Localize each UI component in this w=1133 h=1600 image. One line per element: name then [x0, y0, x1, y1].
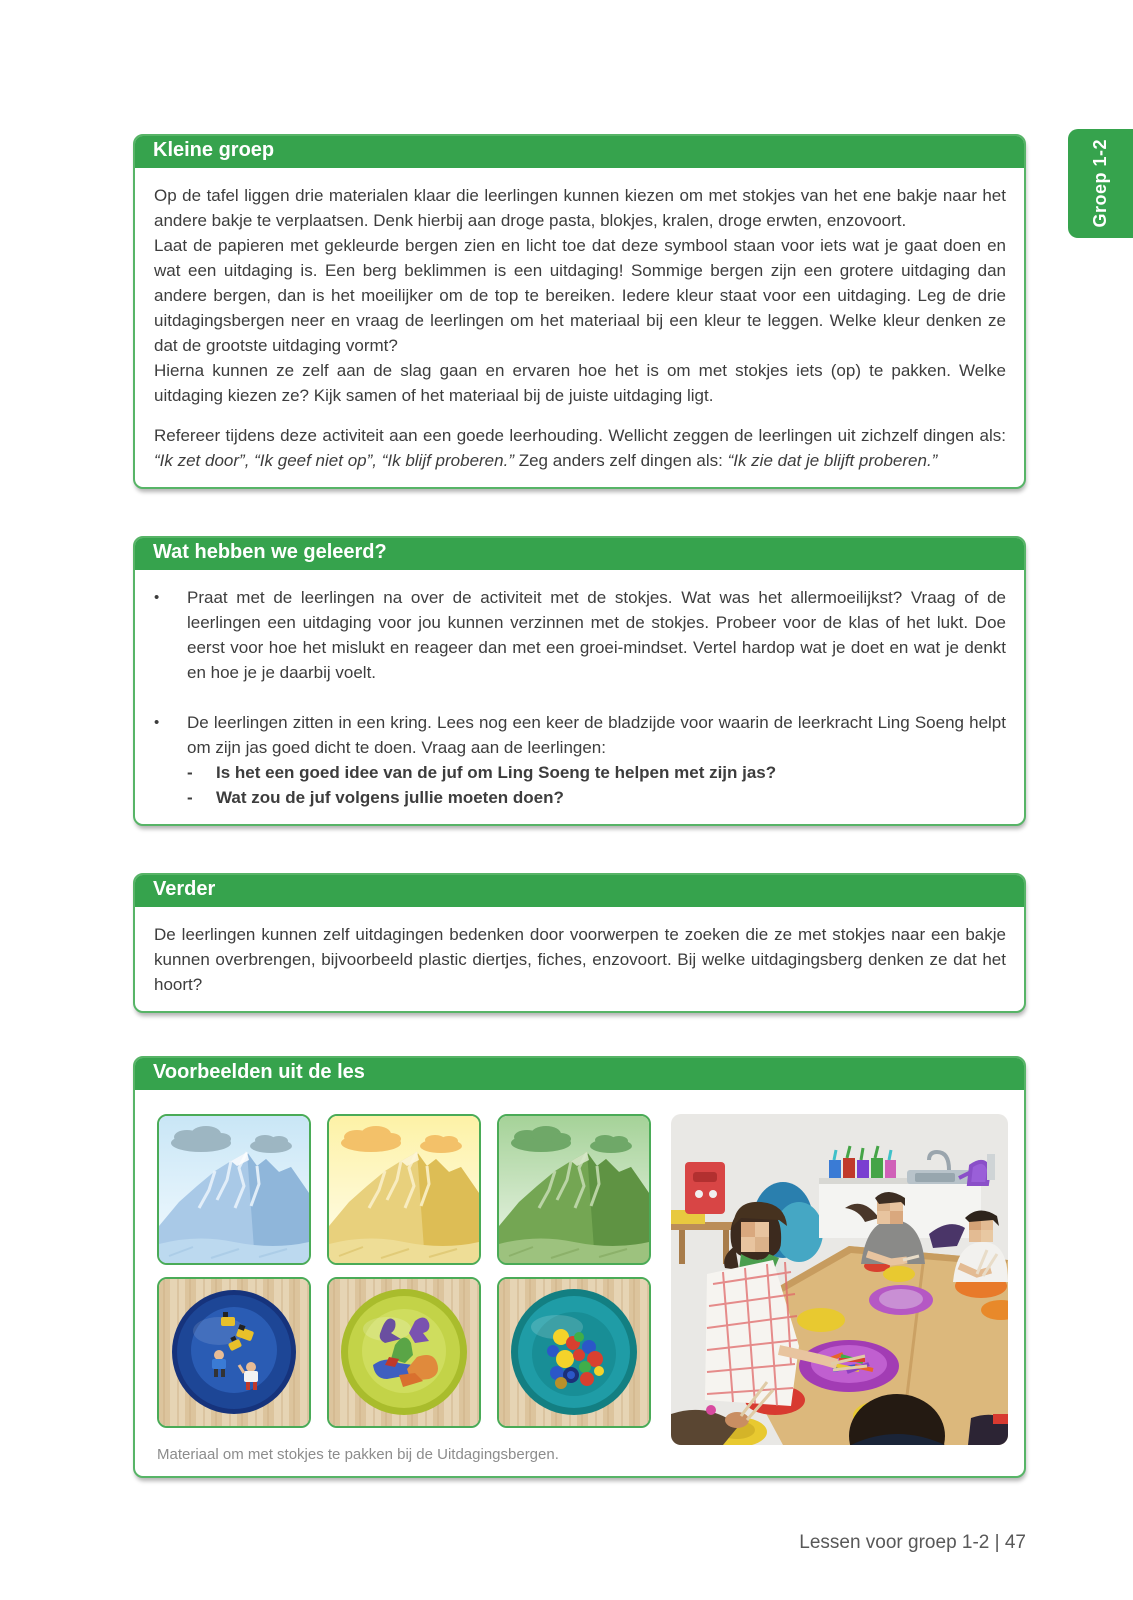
paragraph-quotes: Refereer tijdens deze activiteit aan een goede leerhouding. Wellicht zeggen de leerlingen uit zichzelf dingen als: “Ik zet door”, “Ik geef niet op”, “Ik blijf proberen.” Zeg anders zelf dingen als: “Ik zie dat je blijft proberen.”: [154, 426, 1006, 470]
classroom-activity-photo: [671, 1114, 1008, 1445]
paragraph: Laat de papieren met gekleurde bergen zien en licht toe dat deze symbool staan voor iets wat je gaat doen en wat een uitdaging is. Een berg beklimmen is een uitdaging! Sommige bergen zijn een grotere uitdaging dan andere bergen, dan is het moeilijker om de top te bereiken. Iedere kleur staat voor een uitdaging. Leg de drie uitdagingsbergen neer en vraag de leerlingen om het materiaal bij een kleur te leggen. Welke kleur denken ze dat de grootste uitdaging vormt?: [154, 236, 1006, 355]
bullet-icon: •: [154, 589, 160, 606]
lime-bowl-with-dinosaurs-photo: [327, 1277, 481, 1428]
blue-mountain-illustration: [159, 1116, 309, 1263]
blue-mountain-card-image: [157, 1114, 311, 1265]
paragraph: Hierna kunnen ze zelf aan de slag gaan en ervaren hoe het is om met stokjes iets (op) te pakken. Welke uitdaging kiezen ze? Kijk samen of het materiaal bij de juiste uitdaging ligt.: [154, 361, 1006, 405]
page-footer: Lessen voor groep 1-2 | 47: [799, 1532, 1026, 1553]
section-kleine-groep: [133, 134, 1026, 489]
yellow-mountain-illustration: [329, 1116, 479, 1263]
section-kleine-groep-title: Kleine groep: [134, 135, 1025, 168]
bullet-text-main: De leerlingen zitten in een kring. Lees nog een keer de bladzijde voor waarin de leerkracht Ling Soeng helpt om zijn jas goed dicht te doen. Vraag aan de leerlingen:: [187, 713, 1006, 757]
example-cards-grid: [157, 1114, 651, 1440]
bullet-item: [154, 585, 1006, 685]
bullet-text: Praat met de leerlingen na over de activiteit met de stokjes. Wat was het allermoeilijkst? Vraag of de leerlingen een uitdaging voor jou kunnen verzinnen met de stokjes. Probeer voor de klas of het lukt. Doe eerst voor hoe het mislukt en reageer dan met een groei-mindset. Vertel hardop wat je doet en wat je denkt en hoe je je daarbij voelt.: [187, 588, 1006, 682]
image-caption: Materiaal om met stokjes te pakken bij de Uitdagingsbergen.: [157, 1446, 559, 1463]
dash-icon: -: [187, 788, 193, 807]
section-wat-hebben-we-geleerd-body: [135, 570, 1024, 824]
paragraph: Op de tafel liggen drie materialen klaar die leerlingen kunnen kiezen om met stokjes van het ene bakje naar het andere bakje te verplaatsen. Denk hierbij aan droge pasta, blokjes, kralen, droge erwten, enzovoort.: [154, 186, 1006, 230]
section-voorbeelden-body: [135, 1090, 1024, 1476]
bullet-icon: •: [154, 714, 160, 731]
section-voorbeelden: [133, 1056, 1026, 1478]
section-wat-hebben-we-geleerd: [133, 536, 1026, 826]
section-wat-hebben-we-geleerd-title: Wat hebben we geleerd?: [134, 537, 1025, 570]
yellow-mountain-card-image: [327, 1114, 481, 1265]
page-content: [133, 134, 1026, 1478]
disc-bowl-illustration: [499, 1279, 649, 1426]
section-verder-body: [135, 907, 1024, 1011]
group-tab-label: Groep 1-2: [1090, 139, 1110, 228]
section-voorbeelden-title: Voorbeelden uit de les: [134, 1057, 1025, 1090]
green-mountain-card-image: [497, 1114, 651, 1265]
blue-plate-with-toys-photo: [157, 1277, 311, 1428]
dino-bowl-illustration: [329, 1279, 479, 1426]
bullet-text: [187, 710, 1006, 810]
example-cards-column: [157, 1114, 651, 1464]
bullet-item: [154, 710, 1006, 810]
classroom-illustration: [671, 1114, 1008, 1445]
section-kleine-groep-body: [135, 168, 1024, 487]
teal-bowl-with-discs-photo: [497, 1277, 651, 1428]
blue-plate-illustration: [159, 1279, 309, 1426]
sub-question: [187, 785, 1006, 810]
paragraph: De leerlingen kunnen zelf uitdagingen bedenken door voorwerpen te zoeken die ze met stokjes naar een bakje kunnen overbrengen, bijvoorbeeld plastic diertjes, fiches, enzovoort. Bij welke uitdagingsberg denken ze dat het hoort?: [154, 925, 1006, 994]
dash-icon: -: [187, 763, 193, 782]
group-tab: [1068, 129, 1133, 238]
section-verder-title: Verder: [134, 874, 1025, 907]
sub-question-text: Wat zou de juf volgens jullie moeten doen?: [216, 788, 564, 807]
section-verder: [133, 873, 1026, 1013]
sub-question-text: Is het een goed idee van de juf om Ling Soeng te helpen met zijn jas?: [216, 763, 777, 782]
green-mountain-illustration: [499, 1116, 649, 1263]
sub-question: [187, 760, 1006, 785]
